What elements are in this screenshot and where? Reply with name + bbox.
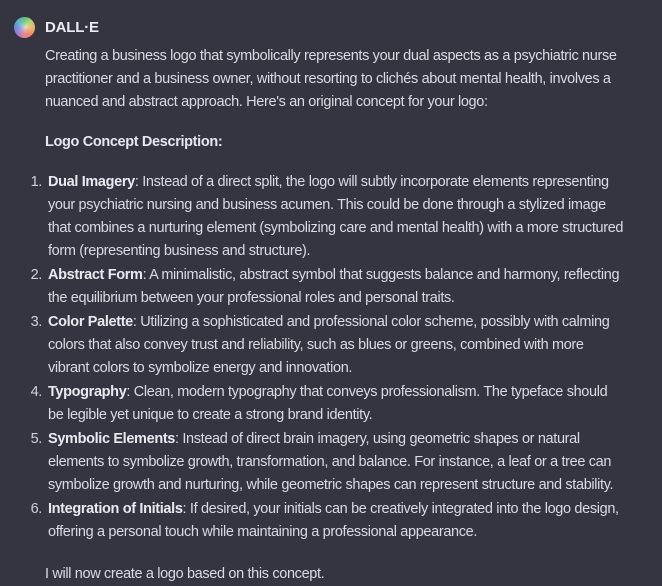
list-item [28,171,625,263]
list-item-number: 4. [30,384,42,400]
dalle-avatar-icon [14,17,35,38]
list-item-term: Color Palette [48,314,133,330]
list-item-text: Abstract Form: A minimalistic, abstract symbol that suggests balance and harmony, reflecting the equilibrium between your professional roles and personal traits. [48,267,620,306]
list-item-number: 3. [30,314,42,330]
list-heading: Logo Concept Description: [45,134,223,150]
list-item-number: 1. [30,174,42,190]
list-item-term: Abstract Form [48,267,143,283]
list-item-text: Integration of Initials: If desired, your initials can be creatively integrated into the logo design, offering a personal touch while maintaining a professional appearance. [48,501,619,540]
list-item-term: Integration of Initials [48,501,183,517]
list-item [28,264,625,310]
list-item [28,381,625,427]
concept-list [28,171,625,544]
list-item-number: 5. [30,431,42,447]
list-item [28,311,625,380]
list-item-term: Typography [48,384,127,400]
list-item-term: Symbolic Elements [48,431,176,447]
list-item-number: 6. [30,501,42,517]
sender-name: DALL·E [45,19,99,36]
closing-paragraph: I will now create a logo based on this concept. [45,566,325,582]
list-item-number: 2. [30,267,42,283]
list-item-text: Symbolic Elements: Instead of direct brain imagery, using geometric shapes or natural elements to symbolize growth, transformation, and balance. For instance, a leaf or a tree can symbolize growth and nurturing, while geometric shapes can represent structure and stability. [48,431,614,493]
list-item-term: Dual Imagery [48,174,135,190]
list-item-text: Typography: Clean, modern typography that conveys professionalism. The typeface should be legible yet unique to create a strong brand identity. [48,384,608,423]
list-item-text: Dual Imagery: Instead of a direct split, the logo will subtly incorporate elements representing your psychiatric nursing and business acumen. This could be done through a stylized image that combines a nurturing element (symbolizing care and mental health) with a more structured form (representing business and structure). [48,174,624,259]
intro-paragraph: Creating a business logo that symbolically represents your dual aspects as a psychiatric nurse practitioner and a business owner, without resorting to clichés about mental health, involves a nuanced and abstract approach. Here's an original concept for your logo: [45,48,617,110]
list-item [28,428,625,497]
list-item [28,498,625,544]
list-item-text: Color Palette: Utilizing a sophisticated and professional color scheme, possibly with calming colors that also convey trust and reliability, such as blues or greens, combined with more vibrant colors to symbolize energy and innovation. [48,314,610,376]
message-content [30,17,625,586]
